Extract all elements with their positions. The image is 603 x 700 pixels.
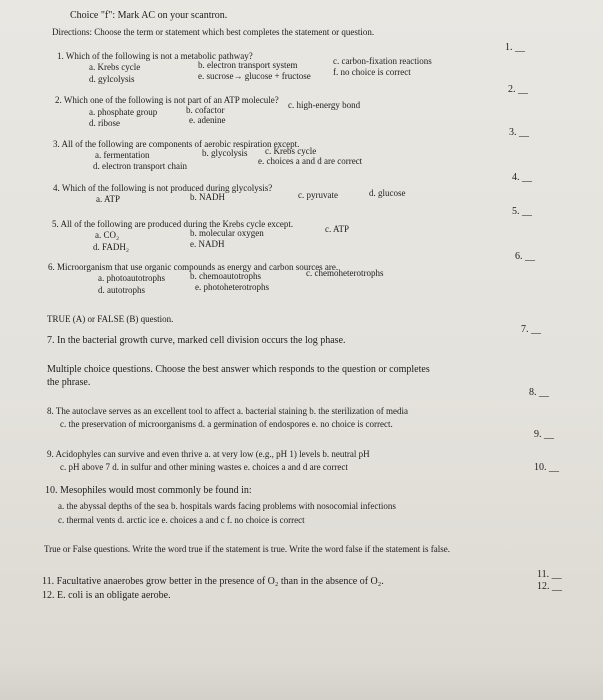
q1-choice-d: d. gylcolysis [89,74,135,84]
q1-choice-b: b. electron transport system [198,60,298,70]
q4-choice-d: d. glucose [369,188,406,198]
q2-choice-b: b. cofactor [186,105,225,115]
q2-choice-e: e. adenine [189,115,226,125]
q10-choices-line2: c. thermal vents d. arctic ice e. choices a and c f. no choice is correct [58,515,305,525]
q10-choices-line1: a. the abyssal depths of the sea b. hospitals wards facing problems with nosocomial infections [58,501,396,511]
paper-shadow [0,660,603,700]
q5-choice-b: b. molecular oxygen [190,228,264,238]
q5-choice-e: e. NADH [190,239,225,249]
q1-choice-f: f. no choice is correct [333,67,411,77]
q1-choice-e: e. sucrose→ glucose + fructose [198,71,311,81]
q4-choice-b: b. NADH [190,192,225,202]
answer-blank-9[interactable]: 9. __ [534,429,554,440]
answer-blank-8[interactable]: 8. __ [529,387,549,398]
q3-choice-b: b. glycolysis [202,148,248,158]
answer-blank-1[interactable]: 1. __ [505,42,525,53]
question-11: 11. Facultative anaerobes grow better in the presence of O₂ than in the absence of O₂. [42,576,384,587]
q5-choice-d: d. FADH₂ [93,242,129,252]
tf-words-directions: True or False questions. Write the word true if the statement is true. Write the word false if the statement is false. [44,544,451,554]
mc-directions-line1: Multiple choice questions. Choose the best answer which responds to the question or completes [47,364,430,375]
answer-blank-12[interactable]: 12. __ [537,581,562,592]
question-10: 10. Mesophiles would most commonly be found in: [45,485,252,496]
answer-blank-4[interactable]: 4. __ [512,172,532,183]
question-12: 12. E. coli is an obligate aerobe. [42,590,171,601]
answer-blank-7[interactable]: 7. __ [521,324,541,335]
q3-choice-e: e. choices a and d are correct [258,156,363,166]
question-7: 7. In the bacterial growth curve, marked cell division occurs the log phase. [47,335,346,346]
mc-directions-line2: the phrase. [47,377,91,388]
choice-note: Choice "f": Mark AC on your scantron. [70,10,228,21]
q6-choice-e: e. photoheterotrophs [195,282,269,292]
q3-choice-c: c. Krebs cycle [265,146,317,156]
q6-choice-a: a. photoautotrophs [98,273,165,283]
q3-choice-d: d. electron transport chain [93,161,187,171]
q6-choice-b: b. chemoautotrophs [190,271,261,281]
question-4: 4. Which of the following is not produced during glycolysis? [53,183,273,193]
answer-blank-6[interactable]: 6. __ [515,251,535,262]
question-5: 5. All of the following are produced during the Krebs cycle except. [52,219,294,229]
question-9-line1: 9. Acidophyles can survive and even thrive a. at very low (e.g., pH 1) levels b. neutral pH [47,449,370,459]
question-6: 6. Microorganism that use organic compounds as energy and carbon sources are. [48,262,339,272]
question-9-line2: c. pH above 7 d. in sulfur and other mining wastes e. choices a and d are correct [60,462,348,472]
answer-blank-11[interactable]: 11. __ [537,569,562,580]
question-3: 3. All of the following are components of aerobic respiration except. [53,139,300,149]
answer-blank-3[interactable]: 3. __ [509,127,529,138]
q4-choice-c: c. pyruvate [298,190,338,200]
directions: Directions: Choose the term or statement which best completes the statement or question. [52,27,375,37]
question-1: 1. Which of the following is not a metabolic pathway? [57,51,253,61]
q1-choice-a: a. Krebs cycle [89,62,141,72]
q6-choice-d: d. autotrophs [98,285,145,295]
q2-choice-d: d. ribose [89,118,120,128]
q2-choice-c: c. high-energy bond [288,100,361,110]
q2-choice-a: a. phosphate group [89,107,158,117]
tf-section-header: TRUE (A) or FALSE (B) question. [47,314,174,324]
q1-choice-c: c. carbon-fixation reactions [333,56,432,66]
question-8-line2: c. the preservation of microorganisms d. a germination of endospores e. no choice is correct. [60,419,393,429]
q3-choice-a: a. fermentation [95,150,150,160]
answer-blank-5[interactable]: 5. __ [512,206,532,217]
answer-blank-2[interactable]: 2. __ [508,84,528,95]
q6-choice-c: c. chemoheterotrophs [306,268,384,278]
question-8-line1: 8. The autoclave serves as an excellent tool to affect a. bacterial staining b. the sterilization of media [47,406,409,416]
question-2: 2. Which one of the following is not part of an ATP molecule? [55,95,279,105]
q5-choice-a: a. CO₂ [95,230,120,240]
q5-choice-c: c. ATP [325,224,350,234]
q4-choice-a: a. ATP [96,194,121,204]
answer-blank-10[interactable]: 10. __ [534,462,559,473]
